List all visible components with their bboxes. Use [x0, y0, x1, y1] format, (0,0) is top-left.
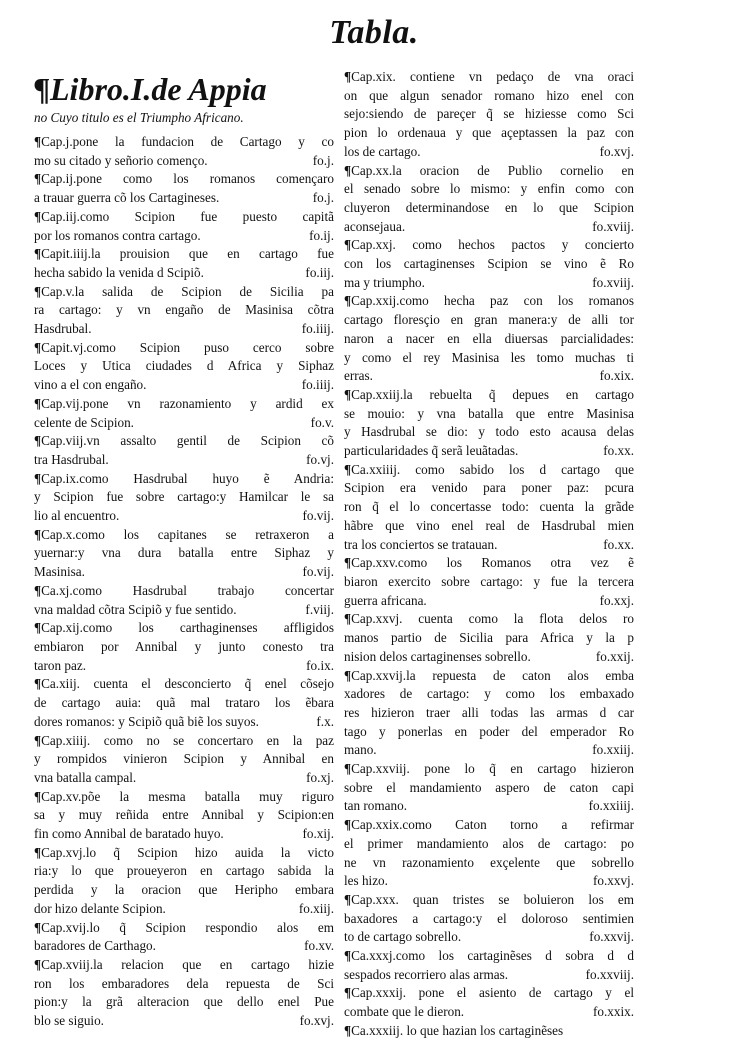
entry-text-line: particularidades q̃ serã leuãtadas. — [344, 443, 519, 459]
entry-text-line: pion lo ordenaua y que açeptassen la paz con — [344, 125, 634, 141]
folio-number: fo.ij. — [309, 227, 334, 243]
pilcrow-icon: ¶ — [344, 985, 352, 1001]
folio-number: f.x. — [316, 713, 334, 729]
toc-entry — [34, 432, 334, 469]
entry-text-line: mo su citado y señorio començo. — [34, 152, 208, 168]
entry-text-line: ron q̃ el lo concertasse todo: cuenta la grãde — [344, 499, 634, 515]
toc-entry — [34, 283, 334, 339]
entry-text-line: tra los conciertos se tratauan. — [344, 536, 498, 552]
folio-number: fo.j. — [312, 152, 334, 168]
book-heading-text: Libro.I.de Appia — [50, 71, 267, 107]
entry-text-line: naron a nacer en ella diuersas parcialidades: — [344, 330, 634, 346]
pilcrow-icon: ¶ — [34, 732, 42, 748]
entry-text-line: dor hizo delante Scipion. — [34, 900, 166, 916]
entry-text-line: de cartago auia: quã mal trataro los ẽbara — [34, 695, 334, 711]
folio-number: fo.xxix. — [592, 1004, 634, 1020]
folio-number: fo.vj. — [306, 451, 334, 467]
toc-entry — [344, 292, 634, 386]
entry-text-line: blo se siguio. — [34, 1013, 104, 1029]
folio-number: fo.xvj. — [599, 143, 634, 159]
entry-text-line: Cap.xxiij.la rebuelta q̃ depues en cartago — [351, 386, 634, 402]
toc-entry — [344, 162, 634, 237]
toc-entry — [34, 788, 334, 844]
entry-text-line: Cap.xxj. como hechos pactos y concierto — [351, 237, 634, 253]
entry-text-line: nision delos cartaginenses sobrello. — [344, 648, 531, 664]
entry-text-line: Cap.xxv.como los Romanos otra vez ẽ — [351, 555, 634, 571]
entry-text-line: Cap.xix. contiene vn pedaço de vna oraci — [351, 69, 634, 84]
toc-entry — [34, 170, 334, 207]
entry-text-line: Masinisa. — [34, 564, 85, 580]
folio-number: fo.xviij. — [592, 218, 634, 234]
entry-text-line: mano. — [344, 742, 377, 758]
toc-entry — [344, 386, 634, 461]
left-entry-list — [34, 133, 334, 1031]
folio-number: fo.xv. — [304, 938, 334, 954]
toc-entry — [344, 984, 634, 1021]
entry-text-line: con los cartaginenses Scipion se vino ẽ Ro — [344, 256, 634, 272]
entry-text-line: Ca.xxxj.como los cartaginẽses d sobra d d — [351, 948, 634, 964]
pilcrow-icon: ¶ — [34, 526, 42, 542]
toc-entry — [34, 339, 334, 395]
toc-entry — [34, 844, 334, 919]
entry-text-line: Cap.xviij.la relacion que en cartago hizie — [41, 956, 334, 972]
folio-number: fo.iiij. — [301, 377, 334, 393]
entry-text-line: Hasdrubal. — [34, 321, 92, 337]
pilcrow-icon: ¶ — [344, 162, 352, 178]
entry-text-line: a trauar guerra cõ los Cartagineses. — [34, 190, 220, 206]
pilcrow-icon: ¶ — [344, 817, 352, 833]
entry-text-line: erras. — [344, 368, 373, 384]
pilcrow-icon: ¶ — [34, 788, 42, 804]
entry-text-line: y rompidos vinieron Scipion y Annibal en — [34, 751, 334, 767]
folio-number: fo.vij. — [302, 508, 334, 524]
toc-entry — [344, 554, 634, 610]
entry-text-line: ne vn razonamiento exçelente que sobrello — [344, 854, 634, 870]
entry-text-line: Cap.xxij.como hecha paz con los romanos — [351, 293, 634, 309]
pilcrow-icon: ¶ — [344, 1022, 352, 1038]
entry-text-line: tan romano. — [344, 798, 407, 814]
pilcrow-icon: ¶ — [344, 69, 352, 84]
folio-number: fo.xiij. — [298, 900, 334, 916]
entry-text-line: les hizo. — [344, 873, 388, 889]
entry-text-line: y Scipion fue sobre cartago:y Hamilcar le sa — [34, 489, 334, 505]
entry-text-line: Cap.x.como los capitanes se retraxeron a — [41, 526, 334, 542]
toc-entry — [34, 133, 334, 170]
entry-text-line: embiaron por Annibal y junto conesto tra — [34, 638, 334, 654]
entry-text-line: Cap.xij.como los carthaginenses affligidos — [41, 620, 334, 636]
entry-text-line: Cap.xxvj. cuenta como la flota delos ro — [351, 611, 634, 627]
toc-entry — [344, 68, 634, 162]
pilcrow-icon: ¶ — [34, 339, 42, 355]
entry-text-line: Cap.v.la salida de Scipion de Sicilia pa — [41, 283, 334, 299]
folio-number: fo.v. — [310, 414, 334, 430]
entry-text-line: baradores de Carthago. — [34, 938, 156, 954]
pilcrow-icon: ¶ — [344, 386, 352, 402]
entry-text-line: Loces y Utica ciudades d Africa y Siphaz — [34, 358, 334, 374]
entry-text-line: Scipion era venido para poner paz: pcura — [344, 480, 634, 496]
toc-entry — [34, 526, 334, 582]
folio-number: fo.xviij. — [592, 274, 634, 290]
folio-number: fo.iij. — [305, 264, 334, 280]
entry-text-line: Ca.xxiiij. como sabido los d cartago que — [351, 461, 634, 477]
toc-entry — [344, 236, 634, 292]
book-heading — [34, 72, 334, 106]
pilcrow-icon: ¶ — [34, 171, 42, 187]
pilcrow-icon: ¶ — [344, 761, 352, 777]
entry-text-line: cartago floresçio en gran manera:y de alli tor — [344, 312, 634, 328]
pilcrow-icon: ¶ — [344, 611, 352, 627]
folio-number: fo.xxij. — [595, 648, 634, 664]
folio-number: fo.xxiiij. — [588, 798, 634, 814]
entry-text-line: Ca.xiij. cuenta el desconcierto q̃ enel cõsejo — [41, 676, 334, 692]
folio-number: fo.xx. — [603, 536, 634, 552]
toc-entry — [344, 947, 634, 984]
pilcrow-icon: ¶ — [344, 891, 352, 907]
entry-text-line: vna maldad cõtra Scipiõ y fue sentido. — [34, 601, 237, 617]
entry-text-line: Cap.ix.como Hasdrubal huyo ẽ Andria: — [41, 470, 334, 486]
toc-entry — [344, 1022, 634, 1041]
entry-text-line: ma y triumpho. — [344, 274, 425, 290]
entry-text-line: se mouio: y vna batalla que entre Masinisa — [344, 405, 634, 421]
entry-text-line: Cap.viij.vn assalto gentil de Scipion cõ — [41, 433, 334, 449]
toc-entry — [34, 208, 334, 245]
folio-number: fo.xj. — [306, 769, 334, 785]
entry-text-line: Cap.vij.pone vn razonamiento y ardid ex — [41, 395, 334, 411]
toc-entry — [34, 582, 334, 619]
entry-text-line: aconsejaua. — [344, 218, 406, 234]
entry-text-line: celente de Scipion. — [34, 414, 134, 430]
page-title: Tabla. — [329, 14, 419, 51]
entry-text-line: sejo:siendo de pareçer q̃ se hiziesse como Sci — [344, 106, 634, 122]
toc-entry — [344, 816, 634, 891]
toc-entry — [34, 245, 334, 282]
entry-text-line: sa y muy reñida entre Annibal y Scipion:en — [34, 807, 334, 823]
pilcrow-icon: ¶ — [34, 71, 50, 107]
folio-number: fo.xxvij. — [589, 929, 634, 945]
entry-text-line: Cap.iij.como Scipion fue puesto capitã — [41, 208, 334, 224]
toc-entry — [34, 395, 334, 432]
folio-number: fo.xxiij. — [592, 742, 634, 758]
entry-text-line: tago y ponerlas en poder del emperador Ro — [344, 723, 634, 739]
entry-text-line: Cap.j.pone la fundacion de Cartago y co — [41, 134, 334, 149]
toc-entry — [344, 891, 634, 947]
toc-entry — [34, 956, 334, 1031]
toc-entry — [344, 760, 634, 816]
folio-number: fo.j. — [312, 190, 334, 206]
folio-number: fo.xix. — [599, 368, 634, 384]
entry-text-line: ron los embaradores dela repuesta de Sci — [34, 975, 334, 991]
entry-text-line: vino a el con engaño. — [34, 377, 147, 393]
entry-text-line: baxadores a cartago:y el doloroso sentimien — [344, 910, 634, 926]
folio-number: fo.iiij. — [301, 321, 334, 337]
entry-text-line: fin como Annibal de baratado huyo. — [34, 826, 224, 842]
entry-text-line: combate que le dieron. — [344, 1004, 465, 1020]
folio-number: f.viij. — [305, 601, 334, 617]
entry-text-line: el senado sobre lo mismo: y enfin como con — [344, 181, 634, 197]
entry-text-line: Cap.xxix.como Caton torno a refirmar — [351, 817, 634, 833]
entry-text-line: res hizieron traer alli todas las armas d car — [344, 704, 634, 720]
pilcrow-icon: ¶ — [34, 433, 42, 449]
entry-text-line: sespados recorriero alas armas. — [344, 966, 509, 982]
entry-text-line: biaron exercito sobre cartago: y fue la tercera — [344, 573, 634, 589]
toc-entry — [34, 919, 334, 956]
entry-text-line: el primer mandamiento alos de cartago: po — [344, 835, 634, 851]
toc-entry — [34, 619, 334, 675]
pilcrow-icon: ¶ — [344, 667, 352, 683]
right-column — [344, 68, 634, 1041]
folio-number: fo.ix. — [306, 657, 334, 673]
pilcrow-icon: ¶ — [34, 956, 42, 972]
entry-text-line: y Hasdrubal se dio: y todo esto acausa delas — [344, 424, 634, 440]
entry-text-line: sobre el mandamiento aspero de caton capi — [344, 779, 634, 795]
pilcrow-icon: ¶ — [34, 620, 42, 636]
entry-text-line: Cap.xxxij. pone el asiento de cartago y el — [351, 985, 634, 1001]
entry-text-line: Ca.xj.como Hasdrubal trabajo concertar — [41, 582, 334, 598]
left-column — [34, 68, 334, 1031]
folio-number: fo.xxj. — [599, 592, 634, 608]
entry-text-line: Capit.vj.como Scipion puso cerco sobre — [41, 339, 334, 355]
entry-text-line: to de cartago sobrello. — [344, 929, 462, 945]
pilcrow-icon: ¶ — [34, 395, 42, 411]
toc-entry — [344, 610, 634, 666]
pilcrow-icon: ¶ — [344, 555, 352, 571]
entry-text-line: Cap.xx.la oracion de Publio cornelio en — [351, 162, 634, 178]
folio-number: fo.xvj. — [299, 1013, 334, 1029]
toc-entry — [344, 667, 634, 761]
pilcrow-icon: ¶ — [344, 237, 352, 253]
entry-text-line: taron paz. — [34, 657, 86, 673]
pilcrow-icon: ¶ — [344, 461, 352, 477]
entry-text-line: Ca.xxxiij. lo que hazian los cartaginẽses — [351, 1022, 564, 1038]
pilcrow-icon: ¶ — [34, 283, 42, 299]
book-subtitle: no Cuyo titulo es el Triumpho Africano. — [34, 110, 244, 125]
entry-text-line: los de cartago. — [344, 143, 421, 159]
entry-text-line: Cap.xvj.lo q̃ Scipion hizo auida la victo — [41, 844, 334, 860]
entry-text-line: Cap.xvij.lo q̃ Scipion respondio alos em — [41, 919, 334, 935]
pilcrow-icon: ¶ — [34, 208, 42, 224]
entry-text-line: yuernar:y vna dura batalla entre Siphaz y — [34, 545, 334, 561]
entry-text-line: cluyeron determinandose en lo que Scipion — [344, 199, 634, 215]
entry-text-line: Cap.xxvij.la repuesta de caton alos emba — [351, 667, 634, 683]
entry-text-line: hãbre que vino enel real de Hasdrubal mien — [344, 517, 634, 533]
entry-text-line: Cap.ij.pone como los romanos començaro — [41, 171, 334, 187]
entry-text-line: manos partio de Sicilia para Africa y la p — [344, 630, 634, 646]
entry-text-line: vna batalla campal. — [34, 769, 137, 785]
toc-entry — [34, 732, 334, 788]
folio-number: fo.xxvj. — [592, 873, 634, 889]
toc-entry — [34, 675, 334, 731]
entry-text-line: pion:y la grã alteracion que dello enel Pue — [34, 994, 334, 1010]
folio-number: fo.xx. — [603, 443, 634, 459]
entry-text-line: perdida y la oracion que Heripho embara — [34, 882, 334, 898]
entry-text-line: Cap.xxviij. pone lo q̃ en cartago hizieron — [351, 761, 634, 777]
entry-text-line: on que algun senador romano hizo enel con — [344, 87, 634, 103]
entry-text-line: guerra africana. — [344, 592, 427, 608]
entry-text-line: xadores de cartago: y como los embaxado — [344, 686, 634, 702]
entry-text-line: y como el rey Masinisa les tomo muchas ti — [344, 349, 634, 365]
right-entry-list — [344, 68, 634, 1041]
pilcrow-icon: ¶ — [34, 246, 42, 262]
pilcrow-icon: ¶ — [344, 293, 352, 309]
folio-number: fo.xij. — [302, 826, 334, 842]
entry-text-line: por los romanos contra cartago. — [34, 227, 201, 243]
pilcrow-icon: ¶ — [34, 582, 42, 598]
entry-text-line: tra Hasdrubal. — [34, 451, 109, 467]
entry-text-line: Cap.xxx. quan tristes se boluieron los em — [351, 891, 634, 907]
pilcrow-icon: ¶ — [344, 948, 352, 964]
entry-text-line: lio al encuentro. — [34, 508, 120, 524]
entry-text-line: hecha sabido la venida d Scipiõ. — [34, 264, 204, 280]
pilcrow-icon: ¶ — [34, 470, 42, 486]
pilcrow-icon: ¶ — [34, 844, 42, 860]
entry-text-line: Cap.xiiij. como no se concertaro en la paz — [41, 732, 334, 748]
pilcrow-icon: ¶ — [34, 134, 42, 149]
entry-text-line: Capit.iiij.la prouision que en cartago fue — [41, 246, 334, 262]
entry-text-line: ra cartago: y vn engaño de Masinisa cõtra — [34, 302, 334, 318]
toc-entry — [344, 461, 634, 555]
entry-text-line: Cap.xv.põe la mesma batalla muy riguro — [41, 788, 334, 804]
entry-text-line: ria:y lo que proueyeron en cartago sabida la — [34, 863, 334, 879]
folio-number: fo.vij. — [302, 564, 334, 580]
entry-text-line: dores romanos: y Scipiõ quã biẽ los suyos. — [34, 713, 259, 729]
toc-entry — [34, 470, 334, 526]
pilcrow-icon: ¶ — [34, 676, 42, 692]
folio-number: fo.xxviij. — [585, 966, 634, 982]
pilcrow-icon: ¶ — [34, 919, 42, 935]
